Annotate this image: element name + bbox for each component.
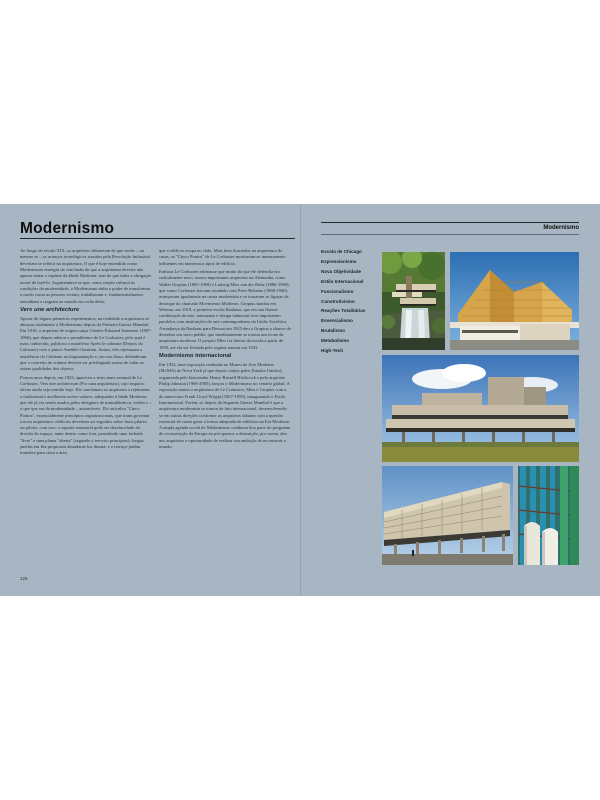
page-title: Modernismo xyxy=(20,220,115,237)
nav-item-reacoes-totalitarias: Reações Totalitárias xyxy=(321,308,366,314)
nav-item-estilo-internacional: Estilo Internacional xyxy=(321,278,364,284)
paragraph: Apesar de alguns primeiros experimentos, na realidade a arquitetura só abraçou totalmente o Modernismo depois da Primeira Guerra Mundial. Em 1918, o arquiteto de origem suíça Charles-Édouard Jeanneret (1887-1966), que depois adotou o pseudônimo de Le Corbusier, pelo qual é mais conhecido, publicou o manifesto Après le cubisme (Depois do Cubismo) com o pintor Amédée Ozenfant. Juntos, eles rejeitaram a insistência do Cubismo na fragmentação e, em vez disso, defenderam que o conceito de volume deveria ser privilegiado acima de todas as outras qualidades dos objetos. xyxy=(20,315,152,372)
pompidou-photo xyxy=(518,466,579,565)
fallingwater-photo xyxy=(382,252,445,350)
book-spread xyxy=(0,204,600,596)
title-rule xyxy=(20,238,295,239)
text-column-1 xyxy=(20,248,152,459)
movement-nav xyxy=(321,247,383,356)
section-heading: Vers une architecture xyxy=(20,306,80,313)
paragraph: Poucos anos depois, em 1923, apareceu o texto mais seminal de Le Corbusier, Vers une architecture (Por uma arquitetura), cujo impacto talvez ainda seja sentido hoje. Ele conclamou os arquitetos a rejeitarem o tradicional e acolherem novos valores, adequados à Idade Moderna, que ele já via sendo usados pelos designers de transatlânticos, aviões e – o que que era da modernidade – automóveis. Ele articulou "Cinco Pontos", essencialmente princípios organizacionais, que iriam governar a nova arquitetura: edifícios deveriam ser erguidos sobre finos pilares, ou pilotis; com isso, o suporte estrutural pode ser desvinculado da divisão do espaço, tanto dentro como fora, permitindo uma fachada "livre" e uma planta "aberta" (segundo o terceiro princípios); longas janelas em fita propiciam abundante luz diurna; e o terraço-jardim transfere para cima a área xyxy=(20,374,152,456)
nav-item-essencialismo: Essencialismo xyxy=(321,318,353,324)
header-rule-thin xyxy=(321,234,579,235)
paragraph: Embora Le Corbusier afirmasse que muito do que ele defendia era radicalmente novo, outros importantes arquitetos na Alemanha, como Walter Gropius (1883-1969) e Ludwig Mies van der Rohe (1886-1969), que como Corbusier haviam estudado com Peter Behrens (1868-1940), avançavam igualmente na causa modernista e se tornaram as figuras de destaque do chamado Movimento Moderno. Gropius fundou em Weimar, em 1919, a primeira escola Bauhaus, que em sua fluente combinação de arte, artesanato e design industrial teve importantes paralelos com instituições de arte contemporâneas da União Soviética. A mudança da Bauhaus para Dessau em 1925 deu a Gropius a chance de desenhar seu novo prédio, que imediatamente se tornou um ícone da arquitetura moderna. O próprio Mies foi diretor da escola a partir de 1930, até ela ser fechada pelo regime nazista em 1933. xyxy=(159,268,291,350)
running-head: Modernismo xyxy=(543,225,579,231)
pilotis-building-photo xyxy=(382,466,513,565)
nav-item-high-tech: High-Tech xyxy=(321,348,344,354)
gutter xyxy=(300,204,301,596)
paragraph: Em 1932, uma exposição realizada no Museu de Arte Moderna (MoMA) de Nova York já que depois viajou pelos Estados Unidos), organizada pelo historiador Henry-Russell Hitchcock e pelo arquiteto Philip Johnson (1906-2005), lançou o Modernismo no cenário global. A exposição munia a arquitetura de Le Corbusier, Mies e Gropius com a do americano Frank Lloyd Wright (1867-1959), inaugurando o Estilo Internacional. Porém, só depois da Segunda Guerra Mundial é que a arquitetura modernista se tornou de fato internacional, desenvolvendo-se em outras direções conforme os arquitetos falaram com a questão essencial de como gerar a forma adequada de edifícios na Era Moderna. A ampla agenda social do Modernismo conduziu boa parte do programa de reconstrução da Europa no pós-guerra; a destruição, por ironia, deu aos arquitetos a oportunidade de realizar sua ambição de reconstruir o mundo. xyxy=(159,362,291,450)
nav-item-brutalismo: Brutalismo xyxy=(321,328,345,334)
paragraph: Ao longo do século XIX, os arquitetos debateram de que modo – ou mesmo se – os avanços tecnológicos trazidos pela Revolução Industrial deveriam se refletir na arquitetura. O que é hoje entendido como Modernismo emergiu da conclusão de que a arquitetura deveria não apenas tentar o espírito da Idade Moderna, mas de que tinha a obrigação moral de fazê-lo. Argumentava-se que, como reação cultural às condições da modernidade, o Modernismo tinha o poder de transformar o modo como as pessoas viviam, trabalhavam e, fundamentalmente, entendiam e reagiam ao mundo em volta delas. xyxy=(20,248,152,304)
nav-item-nova-objetividade: Nova Objetividade xyxy=(321,268,362,274)
nav-item-construtivismo: Construtivismo xyxy=(321,298,355,304)
berlin-philharmonic-photo xyxy=(450,252,579,350)
nav-item-funcionalismo: Funcionalismo xyxy=(321,288,354,294)
nav-item-expressionismo: Expressionismo xyxy=(321,258,357,264)
nav-item-escola-de-chicago: Escola de Chicago xyxy=(321,249,362,254)
header-rule xyxy=(321,222,579,223)
nav-item-metabolismo: Metabolismo xyxy=(321,338,350,344)
page-number: 126 xyxy=(20,576,28,581)
paragraph: que o edifício ocupa no chão. Mais bem ilustrados na arquitetura de casas, os "Cinco Pontos" de Le Corbusier mostraram-se imensamente influentes em numerosos tipos de edifício. xyxy=(159,248,286,266)
national-theatre-photo xyxy=(382,355,579,462)
text-column-2 xyxy=(159,248,291,452)
section-heading: Modernismo internacional xyxy=(159,353,232,359)
